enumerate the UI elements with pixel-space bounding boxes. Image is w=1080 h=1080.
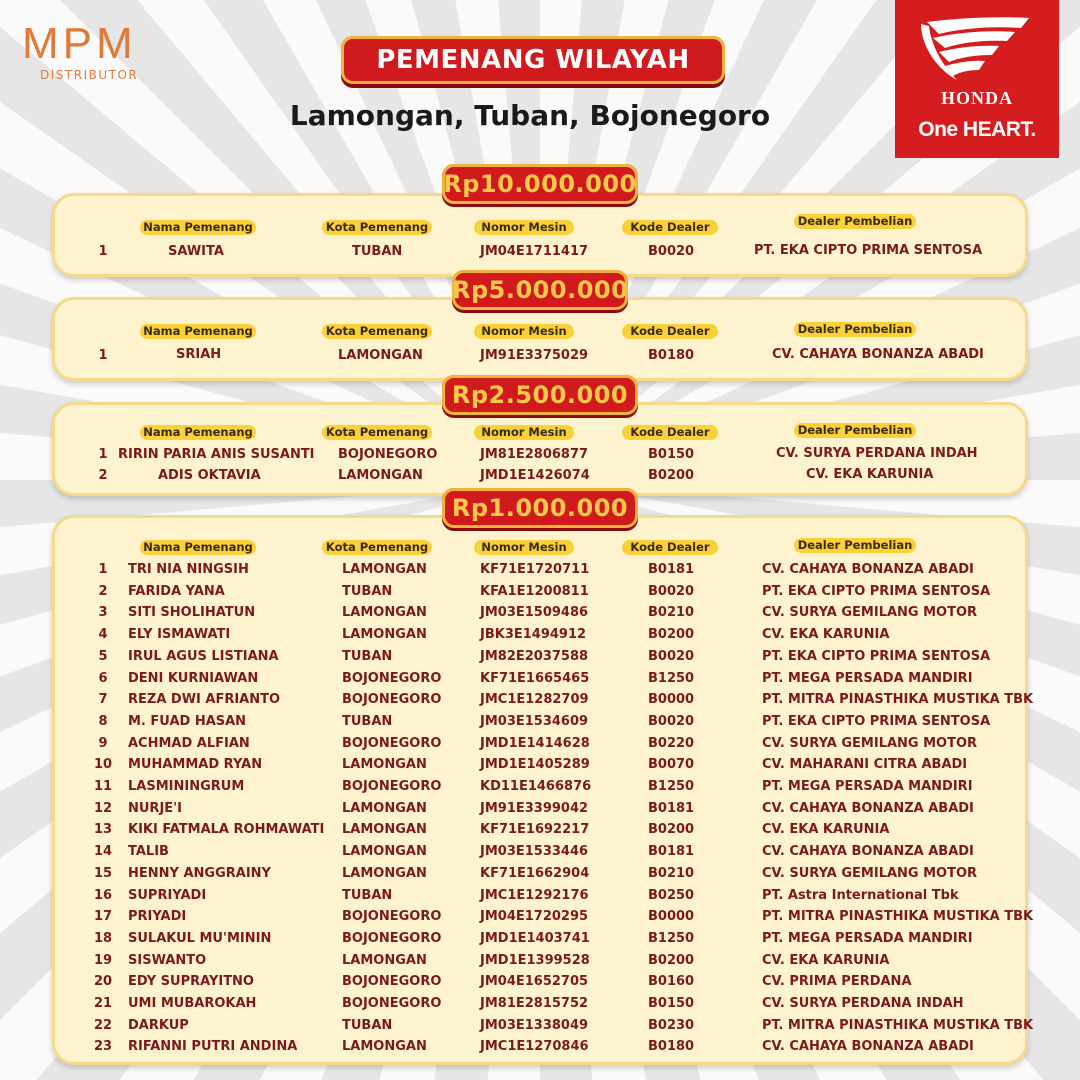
col-header-nama: Nama Pemenang <box>140 324 256 339</box>
honda-tagline: One HEART. <box>918 118 1036 141</box>
prize-label: Rp10.000.000 <box>442 164 638 204</box>
dealer-name: PT. MITRA PINASTHIKA MUSTIKA TBK <box>762 692 1034 708</box>
engine-number: KF71E1720711 <box>480 562 590 577</box>
winner-name: UMI MUBAROKAH <box>128 996 257 1011</box>
col-header-nama: Nama Pemenang <box>140 425 256 440</box>
col-header-dealer: Dealer Pembelian <box>794 423 916 438</box>
dealer-name: PT. MEGA PERSADA MANDIRI <box>762 930 973 946</box>
engine-number: JM82E2037588 <box>480 648 589 664</box>
winner-city: BOJONEGORO <box>342 670 442 686</box>
mpm-logo-text: MPM <box>22 19 137 68</box>
winner-no: 11 <box>93 779 113 794</box>
winner-city: LAMONGAN <box>342 562 427 577</box>
winner-no: 19 <box>93 952 113 968</box>
winner-no: 17 <box>93 909 113 925</box>
dealer-code: B0230 <box>648 1017 695 1033</box>
dealer-code: B0200 <box>648 468 695 483</box>
winner-city: TUBAN <box>342 887 393 903</box>
engine-number: JM81E2815752 <box>480 996 589 1011</box>
engine-number: JMD1E1426074 <box>480 468 590 483</box>
dealer-code: B0220 <box>648 735 695 751</box>
engine-number: JM04E1652705 <box>480 974 589 990</box>
winner-name: SITI SHOLIHATUN <box>128 605 256 621</box>
engine-number: JM81E2806877 <box>480 447 589 462</box>
engine-number: JM91E3399042 <box>480 800 589 816</box>
dealer-code: B0000 <box>648 909 695 925</box>
honda-wing-icon <box>917 14 1037 84</box>
winner-city: BOJONEGORO <box>342 909 442 925</box>
col-header-kota: Kota Pemenang <box>322 220 432 235</box>
honda-logo <box>895 0 1059 158</box>
winner-no: 23 <box>93 1039 113 1055</box>
winner-city: BOJONEGORO <box>342 692 442 708</box>
engine-number: KF71E1662904 <box>480 865 590 881</box>
col-header-dealer: Dealer Pembelian <box>794 214 916 229</box>
dealer-code: B0180 <box>648 1039 695 1055</box>
col-header-kota: Kota Pemenang <box>322 425 432 440</box>
dealer-name: CV. MAHARANI CITRA ABADI <box>762 757 968 773</box>
col-header-kode: Kode Dealer <box>622 540 718 555</box>
dealer-name: PT. MEGA PERSADA MANDIRI <box>762 779 973 794</box>
winner-name: TALIB <box>128 844 169 860</box>
dealer-name: PT. MEGA PERSADA MANDIRI <box>762 670 973 686</box>
winner-city: LAMONGAN <box>342 822 427 838</box>
winner-city: TUBAN <box>352 244 403 259</box>
winner-name: EDY SUPRAYITNO <box>128 974 254 990</box>
winner-no: 18 <box>93 930 113 946</box>
winner-city: TUBAN <box>342 713 393 729</box>
dealer-name: CV. CAHAYA BONANZA ABADI <box>762 800 974 816</box>
dealer-name: CV. CAHAYA BONANZA ABADI <box>762 1039 974 1055</box>
dealer-name: PT. MITRA PINASTHIKA MUSTIKA TBK <box>762 1017 1034 1033</box>
dealer-code: B0181 <box>648 562 695 577</box>
dealer-name: CV. EKA KARUNIA <box>762 627 890 643</box>
winner-name: TRI NIA NINGSIH <box>128 562 249 577</box>
dealer-code: B0250 <box>648 887 695 903</box>
winner-city: LAMONGAN <box>342 757 427 773</box>
dealer-code: B0020 <box>648 244 695 259</box>
col-header-dealer: Dealer Pembelian <box>794 322 916 337</box>
dealer-name: PT. EKA CIPTO PRIMA SENTOSA <box>762 648 991 664</box>
winner-city: BOJONEGORO <box>342 779 442 794</box>
winner-name: IRUL AGUS LISTIANA <box>128 648 279 664</box>
winner-city: LAMONGAN <box>342 952 427 968</box>
dealer-name: CV. CAHAYA BONANZA ABADI <box>762 562 974 577</box>
winner-name: NURJE'I <box>128 800 182 816</box>
dealer-code: B0150 <box>648 447 695 462</box>
winner-no: 16 <box>93 887 113 903</box>
winner-city: LAMONGAN <box>338 348 423 363</box>
winner-no: 1 <box>98 562 108 577</box>
col-header-nama: Nama Pemenang <box>140 220 256 235</box>
winner-city: BOJONEGORO <box>342 930 442 946</box>
winner-city: LAMONGAN <box>342 844 427 860</box>
dealer-name: CV. SURYA PERDANA INDAH <box>762 996 964 1011</box>
winner-no: 2 <box>98 468 108 483</box>
col-header-mesin: Nomor Mesin <box>474 425 574 440</box>
engine-number: JM04E1711417 <box>480 244 589 259</box>
dealer-code: B0200 <box>648 822 695 838</box>
dealer-name: CV. CAHAYA BONANZA ABADI <box>772 347 984 362</box>
col-header-kode: Kode Dealer <box>622 220 718 235</box>
engine-number: JM03E1509486 <box>480 605 589 621</box>
winner-name: MUHAMMAD RYAN <box>128 757 263 773</box>
engine-number: JM03E1338049 <box>480 1017 589 1033</box>
winner-no: 2 <box>98 583 108 599</box>
winner-name: FARIDA YANA <box>128 583 225 599</box>
winner-no: 20 <box>93 974 113 990</box>
dealer-name: CV. SURYA PERDANA INDAH <box>776 446 978 461</box>
winner-name: SAWITA <box>168 244 224 259</box>
engine-number: JBK3E1494912 <box>480 627 587 643</box>
dealer-code: B0181 <box>648 844 695 860</box>
page-subtitle: Lamongan, Tuban, Bojonegoro <box>289 99 771 132</box>
winner-no: 1 <box>98 244 108 259</box>
dealer-code: B1250 <box>648 930 695 946</box>
winner-no: 6 <box>98 670 108 686</box>
winner-no: 12 <box>93 800 113 816</box>
col-header-kota: Kota Pemenang <box>322 540 432 555</box>
winner-name: DARKUP <box>128 1017 189 1033</box>
dealer-name: CV. EKA KARUNIA <box>762 952 890 968</box>
winner-no: 14 <box>93 844 113 860</box>
engine-number: KF71E1692217 <box>480 822 590 838</box>
prize-panel-10jt <box>52 193 1028 277</box>
dealer-name: PT. MITRA PINASTHIKA MUSTIKA TBK <box>762 909 1034 925</box>
engine-number: JM04E1720295 <box>480 909 589 925</box>
dealer-code: B0200 <box>648 952 695 968</box>
dealer-name: CV. SURYA GEMILANG MOTOR <box>762 865 978 881</box>
dealer-name: CV. SURYA GEMILANG MOTOR <box>762 605 978 621</box>
engine-number: JM03E1533446 <box>480 844 589 860</box>
engine-number: KFA1E1200811 <box>480 583 589 599</box>
winner-city: LAMONGAN <box>342 605 427 621</box>
col-header-dealer: Dealer Pembelian <box>794 538 916 553</box>
winner-city: LAMONGAN <box>342 800 427 816</box>
winner-city: BOJONEGORO <box>342 996 442 1011</box>
engine-number: JMC1E1282709 <box>480 692 589 708</box>
dealer-code: B1250 <box>648 779 695 794</box>
dealer-name: CV. PRIMA PERDANA <box>762 974 912 990</box>
dealer-code: B0180 <box>648 348 695 363</box>
engine-number: JMD1E1399528 <box>480 952 590 968</box>
dealer-name: CV. SURYA GEMILANG MOTOR <box>762 735 978 751</box>
page-title: PEMENANG WILAYAH <box>341 36 725 84</box>
dealer-name: CV. EKA KARUNIA <box>762 822 890 838</box>
winner-name: SULAKUL MU'MININ <box>128 930 272 946</box>
winner-city: BOJONEGORO <box>342 735 442 751</box>
winner-city: LAMONGAN <box>342 627 427 643</box>
engine-number: KD11E1466876 <box>480 779 592 794</box>
winner-city: TUBAN <box>342 1017 393 1033</box>
winner-city: TUBAN <box>342 648 393 664</box>
winner-name: ELY ISMAWATI <box>128 627 231 643</box>
winner-name: RIRIN PARIA ANIS SUSANTI <box>118 447 315 462</box>
col-header-kota: Kota Pemenang <box>322 324 432 339</box>
winner-city: BOJONEGORO <box>342 974 442 990</box>
winner-name: M. FUAD HASAN <box>128 713 247 729</box>
winner-name: HENNY ANGGRAINY <box>128 865 271 881</box>
col-header-mesin: Nomor Mesin <box>474 324 574 339</box>
winner-name: SUPRIYADI <box>128 887 207 903</box>
winner-name: KIKI FATMALA ROHMAWATI <box>128 822 325 838</box>
prize-label: Rp1.000.000 <box>442 488 638 528</box>
mpm-distributor-logo <box>22 19 162 82</box>
dealer-name: PT. Astra International Tbk <box>762 887 959 903</box>
winner-no: 8 <box>98 713 108 729</box>
winner-no: 1 <box>98 447 108 462</box>
dealer-code: B1250 <box>648 670 695 686</box>
dealer-code: B0020 <box>648 583 695 599</box>
dealer-code: B0160 <box>648 974 695 990</box>
dealer-name: CV. EKA KARUNIA <box>806 467 934 482</box>
winner-name: PRIYADI <box>128 909 187 925</box>
dealer-name: PT. EKA CIPTO PRIMA SENTOSA <box>762 713 991 729</box>
dealer-code: B0200 <box>648 627 695 643</box>
dealer-code: B0210 <box>648 605 695 621</box>
col-header-nama: Nama Pemenang <box>140 540 256 555</box>
winner-city: BOJONEGORO <box>338 447 438 462</box>
winner-name: DENI KURNIAWAN <box>128 670 259 686</box>
col-header-kode: Kode Dealer <box>622 324 718 339</box>
winner-no: 10 <box>93 757 113 773</box>
engine-number: JM91E3375029 <box>480 348 589 363</box>
col-header-kode: Kode Dealer <box>622 425 718 440</box>
winner-city: LAMONGAN <box>342 1039 427 1055</box>
engine-number: JMD1E1403741 <box>480 930 590 946</box>
winner-no: 3 <box>98 605 108 621</box>
winner-no: 1 <box>98 348 108 363</box>
dealer-code: B0020 <box>648 713 695 729</box>
winner-name: SRIAH <box>176 347 222 362</box>
honda-brand-text: HONDA <box>941 88 1013 108</box>
engine-number: JMC1E1270846 <box>480 1039 589 1055</box>
winner-no: 21 <box>93 996 113 1011</box>
winner-city: TUBAN <box>342 583 393 599</box>
prize-label: Rp5.000.000 <box>452 270 628 310</box>
col-header-mesin: Nomor Mesin <box>474 220 574 235</box>
dealer-name: PT. EKA CIPTO PRIMA SENTOSA <box>762 583 991 599</box>
dealer-name: PT. EKA CIPTO PRIMA SENTOSA <box>754 243 983 258</box>
winner-name: ADIS OKTAVIA <box>158 468 261 483</box>
winner-no: 4 <box>98 627 108 643</box>
winner-name: ACHMAD ALFIAN <box>128 735 250 751</box>
col-header-mesin: Nomor Mesin <box>474 540 574 555</box>
winner-city: LAMONGAN <box>342 865 427 881</box>
winner-no: 7 <box>98 692 108 708</box>
dealer-code: B0000 <box>648 692 695 708</box>
dealer-code: B0020 <box>648 648 695 664</box>
engine-number: KF71E1665465 <box>480 670 590 686</box>
prize-label: Rp2.500.000 <box>442 375 638 415</box>
dealer-name: CV. CAHAYA BONANZA ABADI <box>762 844 974 860</box>
winner-no: 5 <box>98 648 108 664</box>
winner-name: SISWANTO <box>128 952 207 968</box>
winner-name: RIFANNI PUTRI ANDINA <box>128 1039 298 1055</box>
winner-no: 15 <box>93 865 113 881</box>
winner-name: REZA DWI AFRIANTO <box>128 692 281 708</box>
winner-no: 13 <box>93 822 113 838</box>
engine-number: JMD1E1405289 <box>480 757 590 773</box>
dealer-code: B0181 <box>648 800 695 816</box>
winner-name: LASMININGRUM <box>128 779 245 794</box>
winner-city: LAMONGAN <box>338 468 423 483</box>
dealer-code: B0150 <box>648 996 695 1011</box>
winner-no: 9 <box>98 735 108 751</box>
dealer-code: B0070 <box>648 757 695 773</box>
dealer-code: B0210 <box>648 865 695 881</box>
engine-number: JMC1E1292176 <box>480 887 589 903</box>
mpm-logo-subtext: DISTRIBUTOR <box>40 68 139 82</box>
engine-number: JMD1E1414628 <box>480 735 590 751</box>
winner-no: 22 <box>93 1017 113 1033</box>
engine-number: JM03E1534609 <box>480 713 589 729</box>
